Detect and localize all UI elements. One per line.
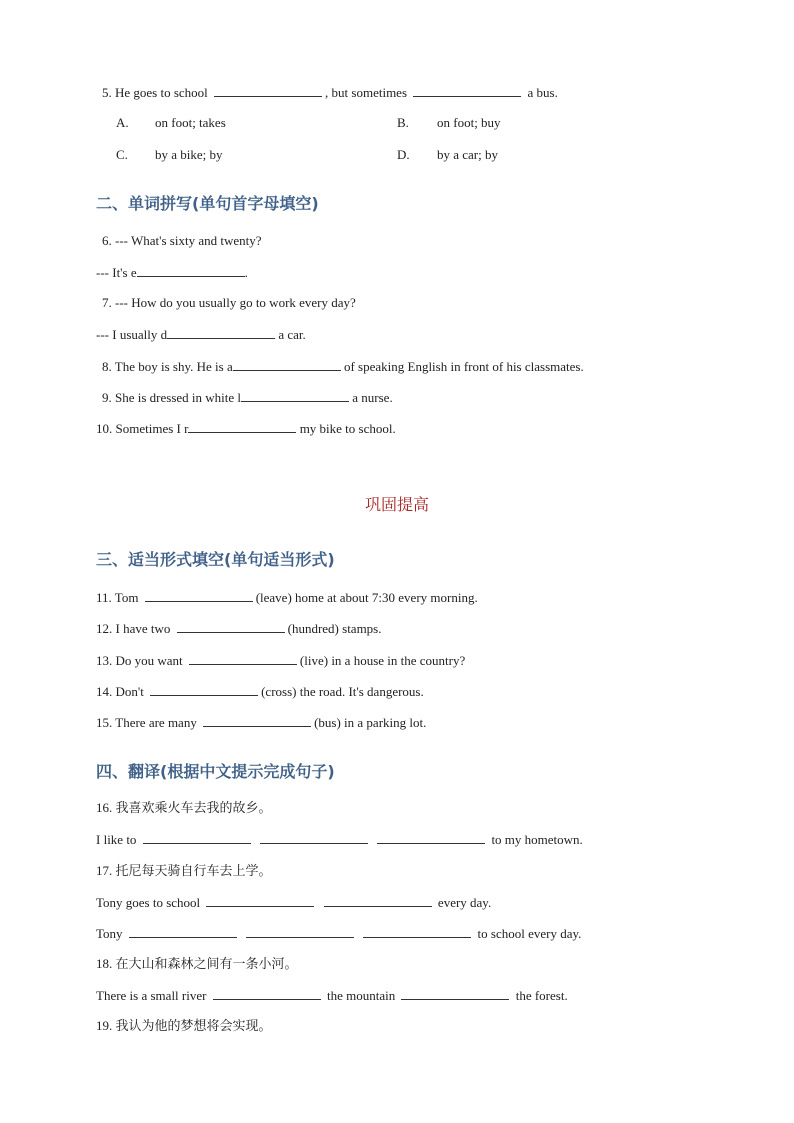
option-d-text: by a car; by: [437, 147, 499, 162]
question-5: 5. He goes to school , but sometimes a bus.: [102, 85, 558, 100]
question-17-answer-line-2: Tony to school every day.: [96, 926, 582, 941]
option-d[interactable]: D.: [397, 147, 410, 162]
question-14: 14. Don't (cross) the road. It's dangerous.: [96, 684, 424, 699]
answer-blank[interactable]: [188, 420, 296, 433]
question-18-chinese: 18. 在大山和森林之间有一条小河。: [96, 956, 298, 971]
question-16-answer-line: I like to to my hometown.: [96, 832, 583, 847]
answer-blank[interactable]: [150, 683, 258, 696]
section-heading: 四、翻译(根据中文提示完成句子): [96, 762, 335, 781]
section-heading: 三、适当形式填空(单句适当形式): [96, 550, 335, 569]
question-8: 8. The boy is shy. He is a of speaking English in front of his classmates.: [102, 359, 584, 374]
question-12: 12. I have two (hundred) stamps.: [96, 621, 382, 636]
question-16-chinese: 16. 我喜欢乘火车去我的故乡。: [96, 800, 272, 815]
answer-blank[interactable]: [233, 358, 341, 371]
question-10: 10. Sometimes I r my bike to school.: [96, 421, 396, 436]
section-title: 巩固提高: [364, 495, 429, 514]
answer-blank[interactable]: [177, 620, 285, 633]
answer-blank[interactable]: [129, 925, 237, 938]
answer-blank[interactable]: [137, 264, 245, 277]
answer-blank[interactable]: [206, 894, 314, 907]
question-17-chinese: 17. 托尼每天骑自行车去上学。: [96, 863, 272, 878]
option-a-text: on foot; takes: [155, 115, 226, 130]
answer-blank[interactable]: [214, 84, 322, 97]
question-11: 11. Tom (leave) home at about 7:30 every morning.: [96, 590, 478, 605]
option-c-text: by a bike; by: [155, 147, 223, 162]
option-b-text: on foot; buy: [437, 115, 501, 130]
question-9: 9. She is dressed in white l a nurse.: [102, 390, 393, 405]
question-7-prompt: 7. --- How do you usually go to work every day?: [102, 295, 356, 310]
answer-blank[interactable]: [241, 389, 349, 402]
section-heading: 二、单词拼写(单句首字母填空): [96, 194, 319, 213]
answer-blank[interactable]: [143, 831, 251, 844]
question-13: 13. Do you want (live) in a house in the country?: [96, 653, 466, 668]
answer-blank[interactable]: [213, 987, 321, 1000]
question-7-answer-line: --- I usually d a car.: [96, 327, 306, 342]
question-15: 15. There are many (bus) in a parking lot.: [96, 715, 427, 730]
question-17-answer-line-1: Tony goes to school every day.: [96, 895, 492, 910]
question-18-answer-line: There is a small river the mountain the forest.: [96, 988, 568, 1003]
option-b[interactable]: B.: [397, 115, 409, 130]
option-a[interactable]: A.: [116, 115, 129, 130]
answer-blank[interactable]: [145, 589, 253, 602]
answer-blank[interactable]: [377, 831, 485, 844]
answer-blank[interactable]: [363, 925, 471, 938]
answer-blank[interactable]: [401, 987, 509, 1000]
answer-blank[interactable]: [324, 894, 432, 907]
answer-blank[interactable]: [189, 652, 297, 665]
answer-blank[interactable]: [167, 326, 275, 339]
question-19-chinese: 19. 我认为他的梦想将会实现。: [96, 1018, 272, 1033]
question-6-answer-line: --- It's e .: [96, 265, 248, 280]
option-c[interactable]: C.: [116, 147, 128, 162]
answer-blank[interactable]: [260, 831, 368, 844]
question-6-prompt: 6. --- What's sixty and twenty?: [102, 233, 262, 248]
answer-blank[interactable]: [203, 714, 311, 727]
answer-blank[interactable]: [413, 84, 521, 97]
answer-blank[interactable]: [246, 925, 354, 938]
